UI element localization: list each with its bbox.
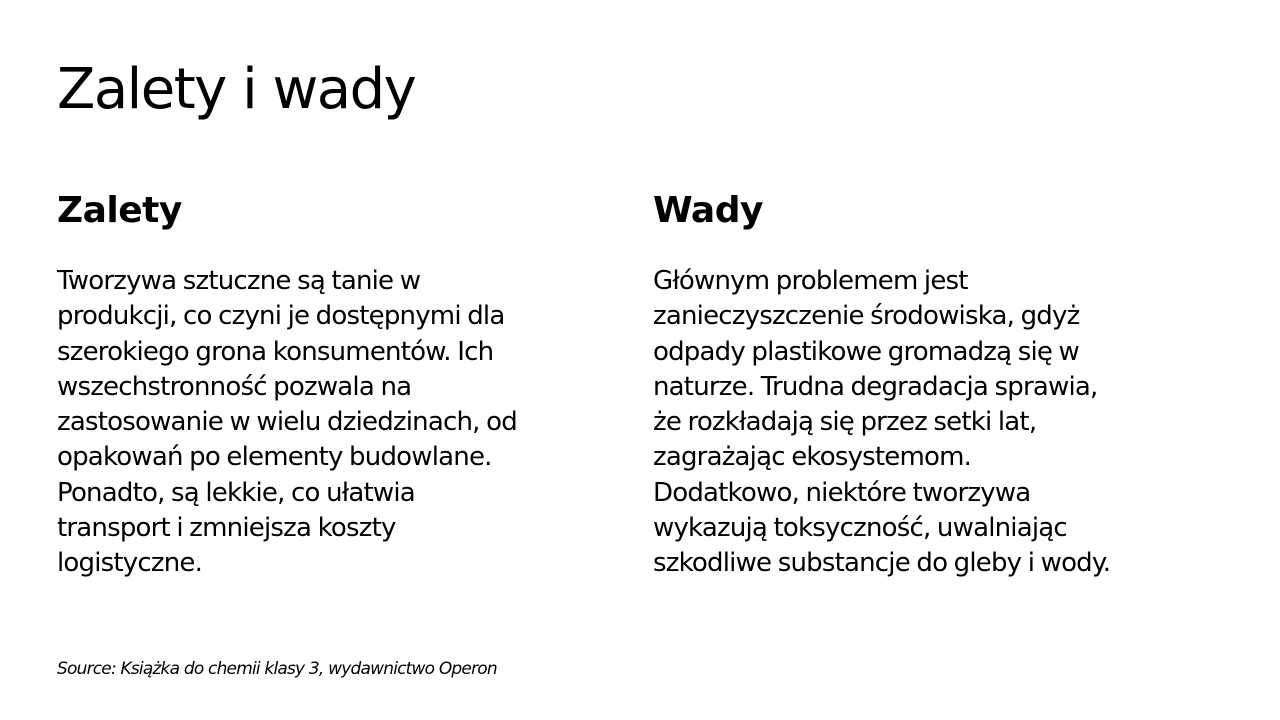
slide-title: Zalety i wady	[57, 57, 416, 122]
disadvantages-line: odpady plastikowe gromadzą się w	[653, 336, 1080, 367]
disadvantages-line: Dodatkowo, niektóre tworzywa	[653, 477, 1031, 508]
disadvantages-line: że rozkładają się przez setki lat,	[653, 407, 1037, 438]
disadvantages-heading: Wady	[653, 190, 763, 231]
advantages-text	[57, 264, 597, 582]
advantages-line: produkcji, co czyni je dostępnymi dla	[57, 301, 505, 332]
advantages-line: Ponadto, są lekkie, co ułatwia	[57, 477, 415, 508]
disadvantages-line: szkodliwe substancje do gleby i wody.	[653, 548, 1111, 579]
disadvantages-line: Głównym problemem jest	[653, 266, 968, 296]
advantages-line: transport i zmniejsza koszty	[57, 513, 396, 544]
advantages-heading: Zalety	[57, 190, 182, 231]
source-caption: Source: Książka do chemii klasy 3, wydawnictwo Operon	[57, 659, 497, 679]
advantages-line: wszechstronność pozwala na	[57, 371, 412, 402]
advantages-line: Tworzywa sztuczne są tanie w	[57, 266, 421, 296]
disadvantages-line: naturze. Trudna degradacja sprawia,	[653, 371, 1098, 402]
disadvantages-line: wykazują toksyczność, uwalniając	[653, 513, 1067, 544]
advantages-column	[57, 186, 597, 582]
advantages-line: zastosowanie w wielu dziedzinach, od	[57, 407, 517, 438]
disadvantages-column	[653, 186, 1213, 582]
disadvantages-line: zagrażając ekosystemom.	[653, 442, 972, 473]
advantages-line: szerokiego grona konsumentów. Ich	[57, 336, 494, 367]
advantages-line: logistyczne.	[57, 548, 203, 579]
advantages-line: opakowań po elementy budowlane.	[57, 442, 492, 473]
disadvantages-line: zanieczyszczenie środowiska, gdyż	[653, 301, 1080, 332]
disadvantages-text	[653, 264, 1213, 582]
